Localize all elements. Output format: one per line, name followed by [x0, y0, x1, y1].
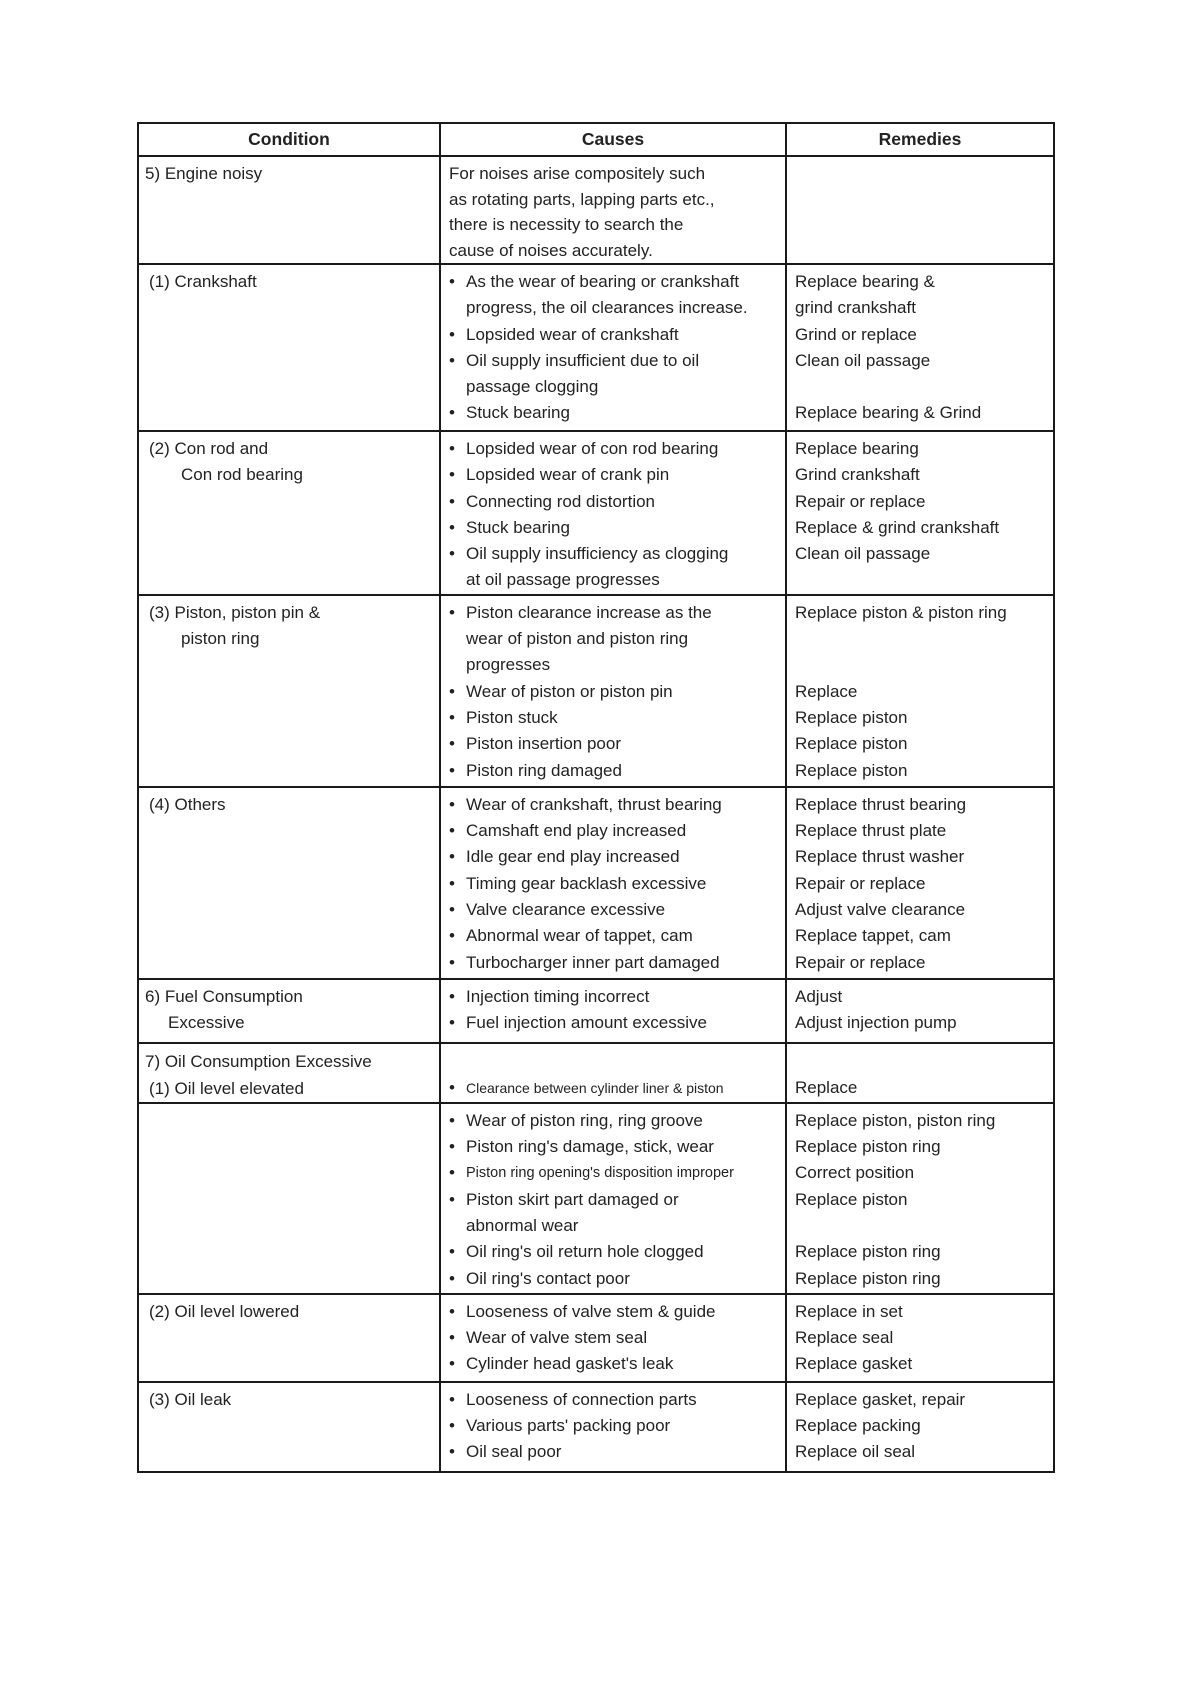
cause-line: • Oil supply insufficiency as clogging	[449, 541, 779, 567]
cause-line: • Piston clearance increase as the	[449, 600, 779, 626]
condition-cell	[138, 1382, 440, 1472]
remedy-line: Replace tappet, cam	[795, 926, 951, 946]
causes-cell	[440, 264, 786, 431]
remedy-line: Replace seal	[795, 1328, 894, 1348]
cause-line: abnormal wear	[466, 1215, 579, 1235]
remedy-line: Replace oil seal	[795, 1442, 916, 1462]
table-row	[138, 1043, 1054, 1103]
causes-cell	[440, 979, 786, 1043]
remedy-line: Replace piston	[795, 707, 908, 727]
remedy-line: Repair or replace	[795, 491, 926, 511]
remedies-cell	[786, 1294, 1054, 1382]
cause-line: • Camshaft end play increased	[449, 818, 779, 844]
cause-line: • Piston skirt part damaged or	[449, 1187, 779, 1213]
cause-line: • Cylinder head gasket's leak	[449, 1351, 779, 1377]
condition-cell	[138, 787, 440, 979]
cause-line: • Wear of piston or piston pin	[449, 679, 779, 705]
cause-line: • Fuel injection amount excessive	[449, 1010, 779, 1036]
condition-line: (1) Oil level elevated	[149, 1078, 304, 1098]
remedy-line: Replace thrust plate	[795, 821, 947, 841]
remedy-line: grind crankshaft	[795, 298, 916, 318]
cause-line: cause of noises accurately.	[449, 240, 653, 260]
remedy-line: Replace	[795, 1077, 858, 1097]
header-causes: Causes	[440, 123, 786, 156]
remedy-line: Replace piston ring	[795, 1268, 941, 1288]
cause-line: wear of piston and piston ring	[466, 629, 689, 649]
condition-line: (4) Others	[149, 794, 226, 814]
remedies-cell	[786, 1103, 1054, 1294]
cause-line: • Wear of crankshaft, thrust bearing	[449, 792, 779, 818]
condition-line: (2) Oil level lowered	[149, 1301, 300, 1321]
remedy-line: Replace bearing &	[795, 272, 935, 291]
causes-cell	[440, 1294, 786, 1382]
remedy-line: Replace piston & piston ring	[795, 602, 1007, 622]
troubleshooting-table	[137, 122, 1055, 1473]
table-row	[138, 431, 1054, 595]
cause-line: • Wear of valve stem seal	[449, 1325, 779, 1351]
causes-cell	[440, 1382, 786, 1472]
remedy-line: Clean oil passage	[795, 350, 931, 370]
remedy-line: Replace thrust washer	[795, 847, 965, 867]
header-condition: Condition	[138, 123, 440, 156]
remedy-line: Replace gasket, repair	[795, 1389, 966, 1409]
remedy-line: Replace thrust bearing	[795, 794, 967, 814]
condition-cell	[138, 595, 440, 787]
cause-line: • Piston insertion poor	[449, 731, 779, 757]
remedies-cell	[786, 431, 1054, 595]
remedy-line: Repair or replace	[795, 952, 926, 972]
remedy-line: Replace bearing	[795, 439, 919, 458]
condition-line: piston ring	[181, 629, 260, 649]
cause-line: • Lopsided wear of crank pin	[449, 462, 779, 488]
cause-line: • Various parts' packing poor	[449, 1413, 779, 1439]
remedy-line: Replace packing	[795, 1416, 921, 1436]
remedies-cell	[786, 1382, 1054, 1472]
condition-cell	[138, 156, 440, 264]
remedy-line: Clean oil passage	[795, 544, 931, 564]
remedies-cell	[786, 595, 1054, 787]
causes-cell	[440, 156, 786, 264]
causes-cell	[440, 1103, 786, 1294]
condition-line: Con rod bearing	[181, 465, 303, 485]
header-remedies: Remedies	[786, 123, 1054, 156]
remedy-line: Replace piston, piston ring	[795, 1110, 996, 1130]
remedy-line: Replace & grind crankshaft	[795, 517, 1000, 537]
cause-line: • Turbocharger inner part damaged	[449, 950, 779, 976]
remedy-line: Replace piston ring	[795, 1137, 941, 1157]
causes-cell	[440, 595, 786, 787]
condition-cell	[138, 431, 440, 595]
cause-line: • Oil seal poor	[449, 1439, 779, 1465]
causes-cell	[440, 787, 786, 979]
table-row	[138, 1294, 1054, 1382]
remedy-line: Replace in set	[795, 1301, 903, 1321]
table-row	[138, 979, 1054, 1043]
cause-line: passage clogging	[466, 377, 599, 397]
condition-line: (1) Crankshaft	[149, 272, 257, 291]
remedy-line: Adjust	[795, 986, 843, 1006]
cause-line: • Piston ring damaged	[449, 758, 779, 784]
cause-line: • Injection timing incorrect	[449, 984, 779, 1010]
condition-cell	[138, 1294, 440, 1382]
remedy-line: Replace	[795, 681, 858, 701]
cause-line: • Timing gear backlash excessive	[449, 871, 779, 897]
remedy-line: Replace piston	[795, 1189, 908, 1209]
remedy-line: Grind or replace	[795, 324, 917, 344]
remedy-line: Adjust injection pump	[795, 1013, 957, 1033]
table-row	[138, 1103, 1054, 1294]
table-row	[138, 1382, 1054, 1472]
cause-line: • Abnormal wear of tappet, cam	[449, 923, 779, 949]
cause-line: For noises arise compositely such	[449, 164, 706, 183]
cause-line: • Piston stuck	[449, 705, 779, 731]
condition-cell	[138, 1103, 440, 1294]
remedy-line: Replace piston	[795, 734, 908, 754]
cause-line: • Oil ring's oil return hole clogged	[449, 1239, 779, 1265]
cause-line: as rotating parts, lapping parts etc.,	[449, 189, 715, 209]
remedy-line: Replace piston	[795, 760, 908, 780]
condition-line: Excessive	[168, 1013, 245, 1033]
remedy-line: Correct position	[795, 1163, 915, 1183]
cause-line: • Valve clearance excessive	[449, 897, 779, 923]
cause-line: • Stuck bearing	[449, 400, 779, 426]
cause-line: • Piston ring's damage, stick, wear	[449, 1134, 779, 1160]
cause-line: progress, the oil clearances increase.	[466, 298, 748, 318]
remedy-line: Replace gasket	[795, 1354, 913, 1374]
condition-cell	[138, 979, 440, 1043]
cause-line: • Clearance between cylinder liner & piston	[449, 1075, 779, 1101]
causes-cell	[440, 431, 786, 595]
condition-cell	[138, 1043, 440, 1103]
table-row	[138, 787, 1054, 979]
remedy-line: Repair or replace	[795, 873, 926, 893]
cause-line: • As the wear of bearing or crankshaft	[449, 269, 779, 295]
cause-line: • Connecting rod distortion	[449, 489, 779, 515]
remedies-cell	[786, 979, 1054, 1043]
remedy-line: Grind crankshaft	[795, 465, 920, 485]
cause-line: • Wear of piston ring, ring groove	[449, 1108, 779, 1134]
remedies-cell	[786, 787, 1054, 979]
cause-line: • Piston ring opening's disposition improper	[449, 1160, 779, 1186]
cause-line: • Lopsided wear of con rod bearing	[449, 436, 779, 462]
remedy-line: Replace piston ring	[795, 1242, 941, 1262]
cause-line: • Oil ring's contact poor	[449, 1266, 779, 1292]
remedies-cell	[786, 264, 1054, 431]
condition-line: 7) Oil Consumption Excessive	[145, 1051, 372, 1071]
cause-line: there is necessity to search the	[449, 215, 684, 234]
condition-line: 5) Engine noisy	[145, 164, 263, 183]
cause-line: • Stuck bearing	[449, 515, 779, 541]
condition-line: (3) Oil leak	[149, 1389, 232, 1409]
cause-line: at oil passage progresses	[466, 570, 660, 590]
remedy-line: Adjust valve clearance	[795, 899, 966, 919]
causes-cell	[440, 1043, 786, 1103]
remedy-line: Replace bearing & Grind	[795, 403, 982, 423]
cause-line: • Idle gear end play increased	[449, 844, 779, 870]
condition-line: (2) Con rod and	[149, 439, 269, 458]
table-row	[138, 264, 1054, 431]
condition-cell	[138, 264, 440, 431]
cause-line: • Lopsided wear of crankshaft	[449, 322, 779, 348]
cause-line: • Oil supply insufficient due to oil	[449, 348, 779, 374]
remedies-cell	[786, 1043, 1054, 1103]
header-row	[138, 123, 1054, 156]
table-row	[138, 595, 1054, 787]
cause-line: • Looseness of connection parts	[449, 1387, 779, 1413]
remedies-cell	[786, 156, 1054, 264]
table-row	[138, 156, 1054, 264]
cause-line: progresses	[466, 655, 551, 675]
cause-line: • Looseness of valve stem & guide	[449, 1299, 779, 1325]
condition-line: 6) Fuel Consumption	[145, 986, 303, 1006]
condition-line: (3) Piston, piston pin &	[149, 602, 321, 622]
